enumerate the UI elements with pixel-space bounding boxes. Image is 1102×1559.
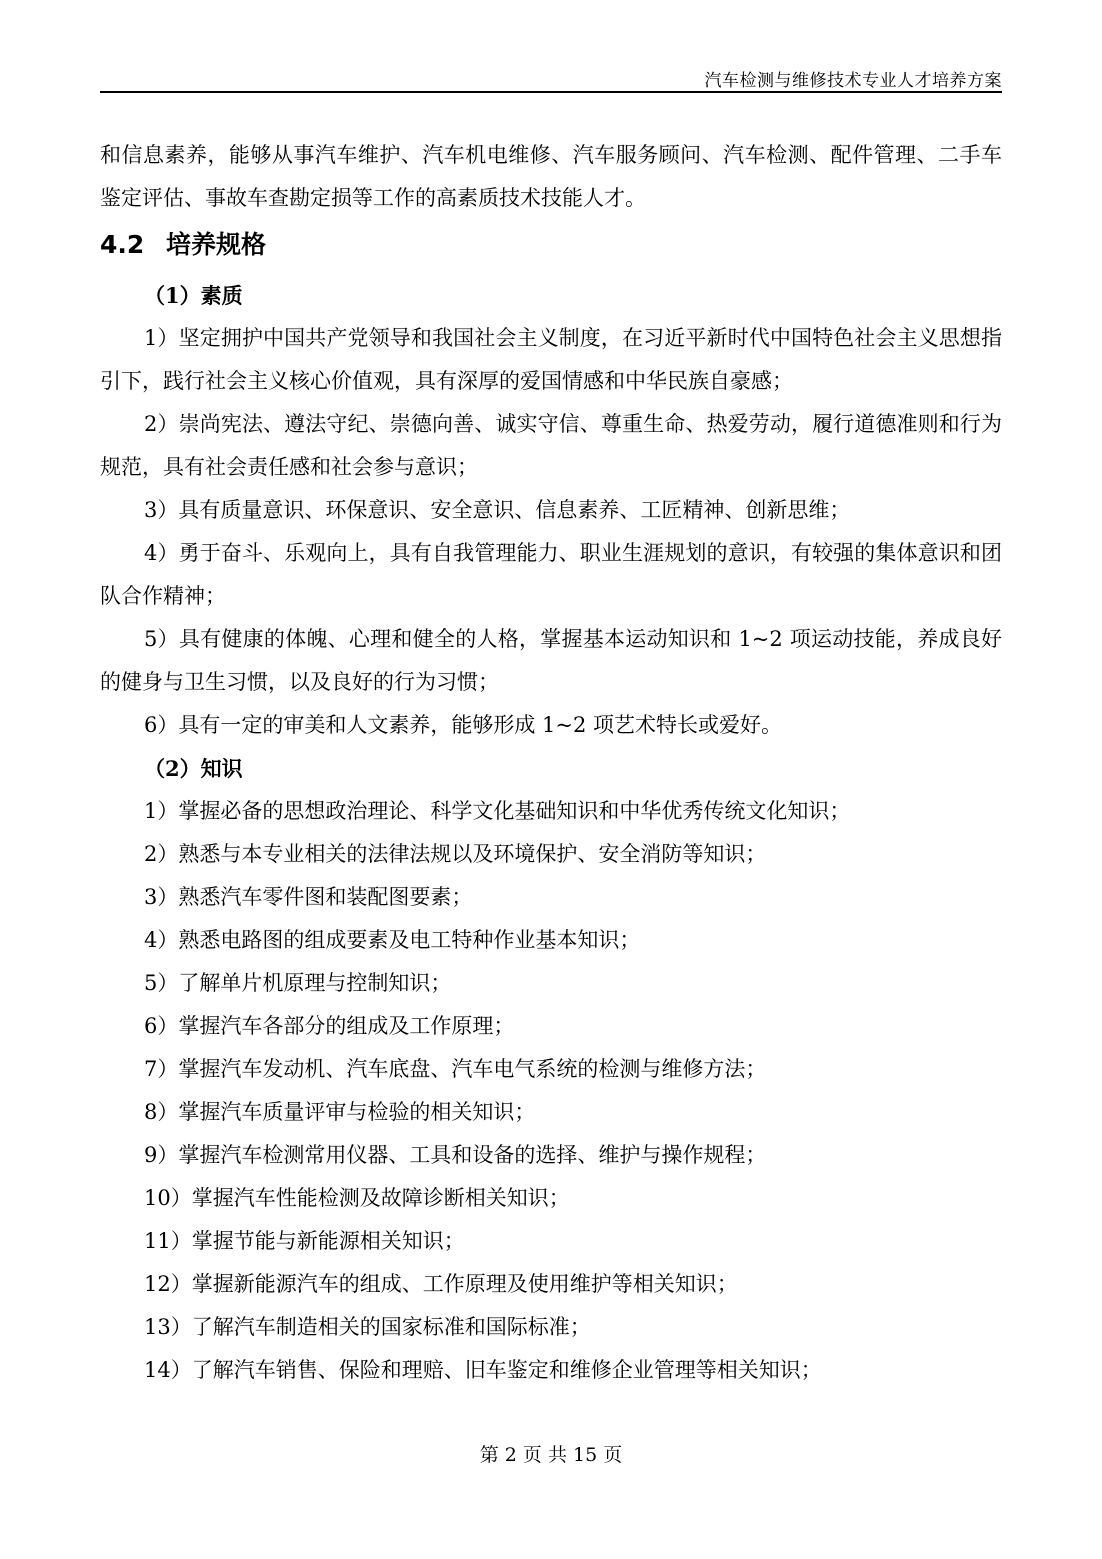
page-footer: [0, 1440, 1102, 1467]
quality-item: 2）崇尚宪法、遵法守纪、崇德向善、诚实守信、尊重生命、热爱劳动，履行道德准则和行为规范，具有社会责任感和社会参与意识；: [100, 412, 1002, 479]
header-title: 汽车检测与维修技术专业人才培养方案: [704, 71, 1002, 91]
quality-item: 3）具有质量意识、环保意识、安全意识、信息素养、工匠精神、创新思维；: [144, 498, 851, 522]
page-number: 第 2 页 共 15 页: [479, 1444, 623, 1466]
knowledge-item: 12）掌握新能源汽车的组成、工作原理及使用维护等相关知识；: [144, 1272, 738, 1296]
knowledge-item: 6）掌握汽车各部分的组成及工作原理；: [144, 1014, 515, 1038]
knowledge-item: 1）掌握必备的思想政治理论、科学文化基础知识和中华优秀传统文化知识；: [144, 799, 851, 823]
knowledge-item: 8）掌握汽车质量评审与检验的相关知识；: [144, 1100, 536, 1124]
knowledge-item: 11）掌握节能与新能源相关知识；: [144, 1229, 465, 1253]
section-heading: [100, 230, 1002, 260]
quality-item: 6）具有一定的审美和人文素养，能够形成 1~2 项艺术特长或爱好。: [144, 713, 783, 737]
section-number: 4.2: [100, 230, 145, 259]
knowledge-heading: （2）知识: [144, 756, 243, 781]
knowledge-item: 13）了解汽车制造相关的国家标准和国际标准；: [144, 1315, 591, 1339]
header-divider: [100, 91, 1002, 93]
section-title: 培养规格: [166, 230, 267, 259]
page-header: [100, 62, 1002, 90]
intro-paragraph: 和信息素养，能够从事汽车维护、汽车机电维修、汽车服务顾问、汽车检测、配件管理、二手车鉴定评估、事故车查勘定损等工作的高素质技术技能人才。: [100, 143, 1002, 210]
quality-item: 5）具有健康的体魄、心理和健全的人格，掌握基本运动知识和 1~2 项运动技能，养成良好的健身与卫生习惯，以及良好的行为习惯；: [100, 627, 1002, 694]
knowledge-item: 3）熟悉汽车零件图和装配图要素；: [144, 885, 473, 909]
knowledge-item: 4）熟悉电路图的组成要素及电工特种作业基本知识；: [144, 928, 641, 952]
knowledge-item: 10）掌握汽车性能检测及故障诊断相关知识；: [144, 1186, 570, 1210]
quality-item: 4）勇于奋斗、乐观向上，具有自我管理能力、职业生涯规划的意识，有较强的集体意识和团队合作精神；: [100, 541, 1002, 608]
knowledge-item: 5）了解单片机原理与控制知识；: [144, 971, 452, 995]
knowledge-item: 2）熟悉与本专业相关的法律法规以及环境保护、安全消防等知识；: [144, 842, 767, 866]
page-content: [100, 134, 1002, 1392]
quality-heading: （1）素质: [144, 283, 243, 308]
quality-item: 1）坚定拥护中国共产党领导和我国社会主义制度，在习近平新时代中国特色社会主义思想指引下，践行社会主义核心价值观，具有深厚的爱国情感和中华民族自豪感；: [100, 326, 1002, 393]
knowledge-item: 7）掌握汽车发动机、汽车底盘、汽车电气系统的检测与维修方法；: [144, 1057, 767, 1081]
knowledge-item: 9）掌握汽车检测常用仪器、工具和设备的选择、维护与操作规程；: [144, 1143, 767, 1167]
knowledge-item: 14）了解汽车销售、保险和理赔、旧车鉴定和维修企业管理等相关知识；: [144, 1358, 822, 1382]
